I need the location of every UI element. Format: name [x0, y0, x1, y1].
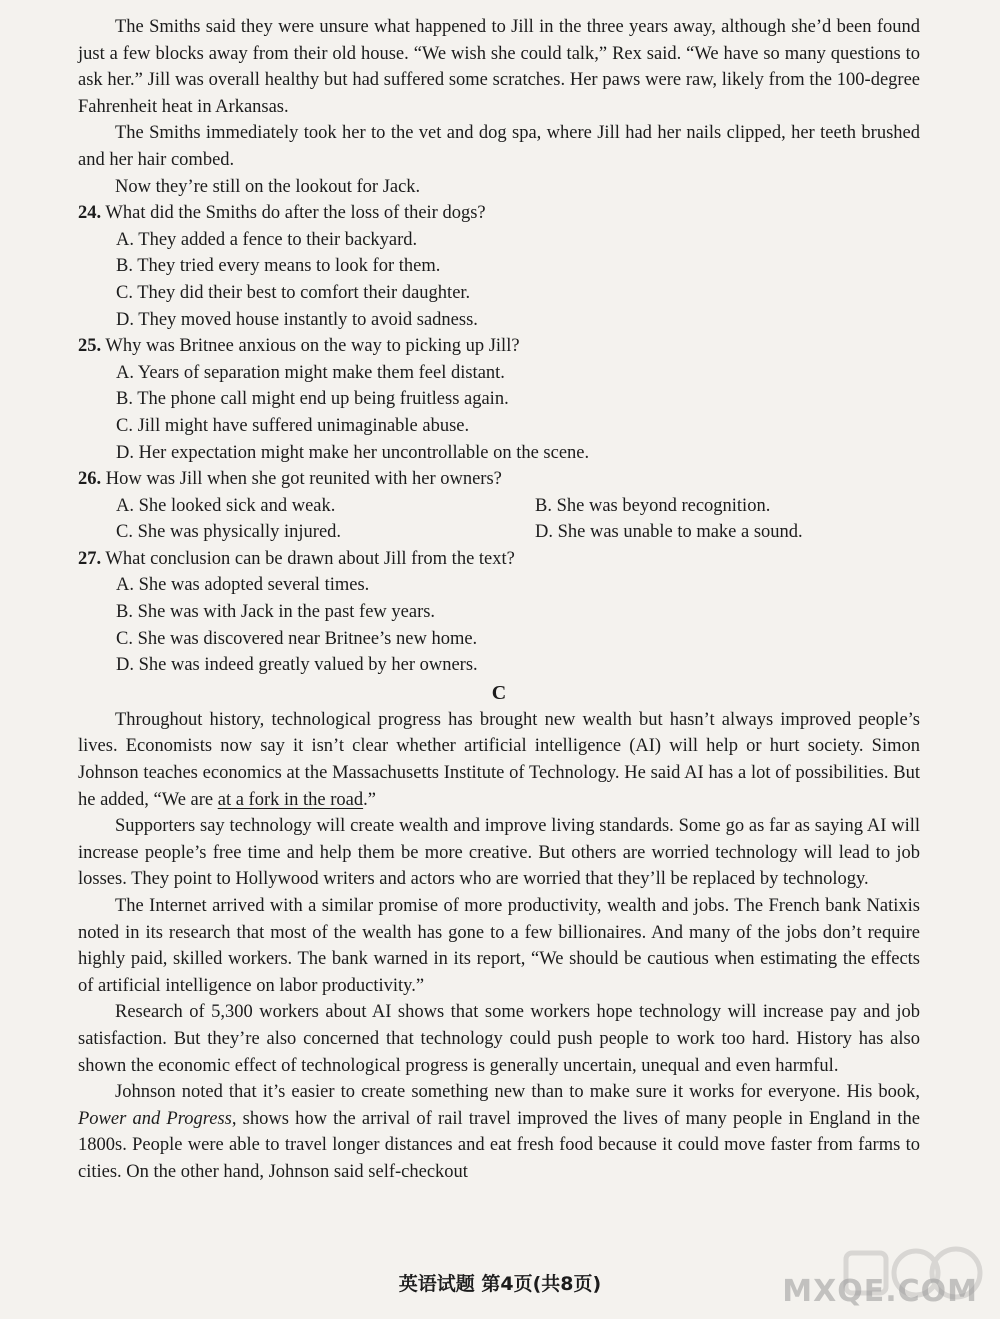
option-d: D. Her expectation might make her uncontrollable on the scene. — [116, 442, 590, 463]
option-b: B. She was with Jack in the past few years. — [116, 602, 436, 623]
option-d: D. She was unable to make a sound. — [535, 522, 803, 543]
text-run: , shows how the arrival of rail travel improved the lives of many people in England in the 1800s. People were able to travel longer distances and eat fresh food because it could move faster from farms to cities. On the other hand, Johnson said self-checkout — [78, 1108, 921, 1182]
option-c: C. She was discovered near Britnee’s new home. — [116, 628, 478, 649]
option-d: D. She was indeed greatly valued by her owners. — [116, 655, 478, 676]
option-d: D. They moved house instantly to avoid sadness. — [116, 309, 478, 330]
exam-page — [78, 14, 920, 1186]
question-stem: How was Jill when she got reunited with her owners? — [105, 469, 502, 490]
option-b: B. The phone call might end up being fruitless again. — [116, 389, 509, 410]
paragraph — [78, 1079, 920, 1185]
book-title: Power and Progress — [78, 1108, 232, 1129]
question-stem: Why was Britnee anxious on the way to picking up Jill? — [105, 336, 520, 357]
option-c: C. They did their best to comfort their daughter. — [116, 282, 471, 303]
option-c: C. She was physically injured. — [116, 522, 342, 543]
paragraph: Supporters say technology will create wealth and improve living standards. Some go as far as saying AI will increase people’s free time and help them be more creative. But others are worried technology will lead to job losses. They point to Hollywood writers and actors who are worried that they’ll be replaced by technology. — [78, 816, 920, 890]
option-b: B. They tried every means to look for them. — [116, 256, 441, 277]
paragraph: Now they’re still on the lookout for Jack. — [115, 176, 421, 197]
text-run: .” — [363, 789, 376, 810]
question-stem: What did the Smiths do after the loss of their dogs? — [105, 203, 486, 224]
question-number: 24. — [78, 203, 102, 224]
question-25 — [78, 333, 920, 466]
option-b: B. She was beyond recognition. — [535, 495, 771, 516]
question-24 — [78, 200, 920, 333]
option-a: A. She was adopted several times. — [116, 575, 370, 596]
option-a: A. Years of separation might make them feel distant. — [116, 362, 505, 383]
paragraph — [78, 707, 920, 813]
paragraph: The Smiths said they were unsure what happened to Jill in the three years away, although she’d been found just a few blocks away from their old house. “We wish she could talk,” Rex said. “We have so many questions to ask her.” Jill was overall healthy but had suffered some scratches. Her paws were raw, likely from the 100-degree Fahrenheit heat in Arkansas. — [78, 17, 920, 117]
watermark-text: MXQE.COM — [782, 1274, 978, 1309]
paragraph: Research of 5,300 workers about AI shows that some workers hope technology will increase pay and job satisfaction. But they’re also concerned that technology could push people to work too hard. History has also shown the economic effect of technological progress is generally uncertain, unequal and even harmful. — [78, 1002, 920, 1076]
question-26 — [78, 466, 920, 546]
option-a: A. They added a fence to their backyard. — [116, 229, 418, 250]
section-heading: C — [491, 681, 507, 704]
question-number: 26. — [78, 469, 102, 490]
option-c: C. Jill might have suffered unimaginable abuse. — [116, 415, 470, 436]
text-run: Johnson noted that it’s easier to create something new than to make sure it works for everyone. His book, — [115, 1082, 920, 1103]
text-run: Throughout history, technological progress has brought new wealth but hasn’t always improved people’s lives. Economists now say it isn’t clear whether artificial intelligence (AI) will help or hurt society. Simon Johnson teaches economics at the Massachusetts Institute of Technology. He said AI has a lot of possibilities. But he added, “We are — [78, 709, 920, 810]
paragraph: The Internet arrived with a similar promise of more productivity, wealth and jobs. The French bank Natixis noted in its research that most of the wealth has gone to a few billionaires. And many of the jobs don’t require highly paid, skilled workers. The bank warned in its report, “We should be cautious when estimating the effects of artificial intelligence on labor productivity.” — [78, 896, 920, 996]
question-number: 25. — [78, 336, 102, 357]
underlined-phrase: at a fork in the road — [217, 789, 364, 810]
option-a: A. She looked sick and weak. — [116, 495, 336, 516]
question-number: 27. — [78, 548, 102, 569]
question-stem: What conclusion can be drawn about Jill from the text? — [105, 548, 515, 569]
paragraph: The Smiths immediately took her to the vet and dog spa, where Jill had her nails clipped, her teeth brushed and her hair combed. — [78, 123, 920, 170]
page-footer: 英语试题 第4页(共8页) — [398, 1273, 602, 1295]
question-27 — [78, 546, 920, 679]
